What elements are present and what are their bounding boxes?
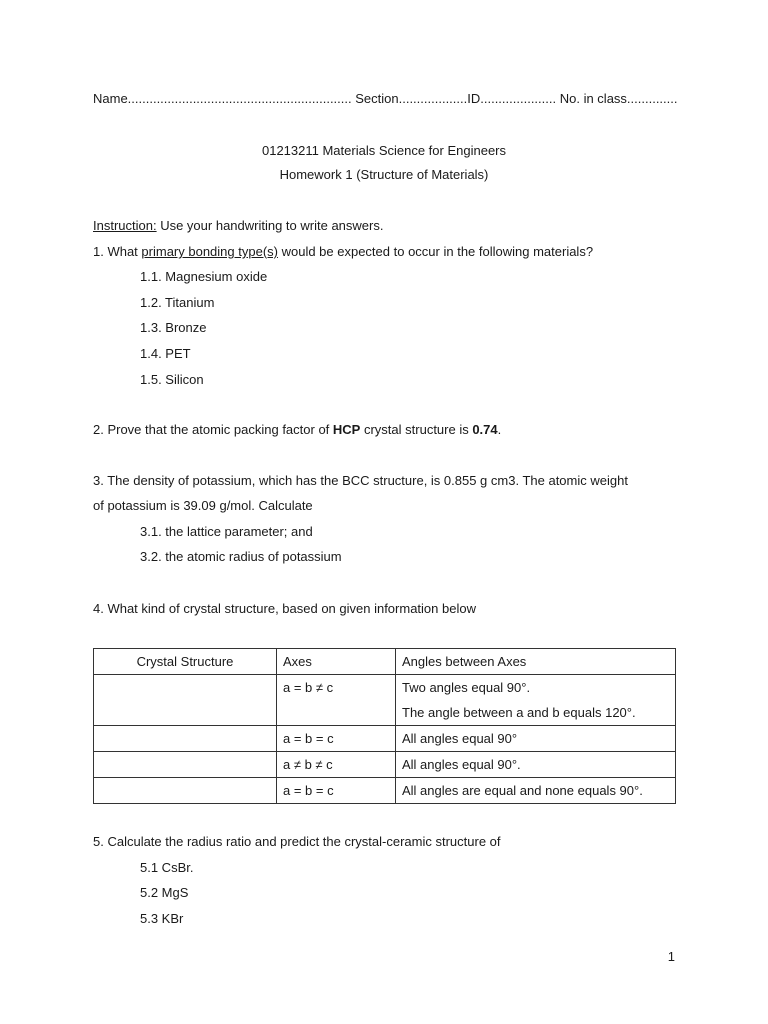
structure-cell — [94, 778, 277, 804]
table-row — [94, 675, 676, 726]
question-5: 5. Calculate the radius ratio and predict the crystal-ceramic structure of — [93, 834, 501, 849]
crystal-structure-table — [93, 648, 676, 804]
table-row — [94, 726, 676, 752]
question-3-line-2: of potassium is 39.09 g/mol. Calculate — [93, 498, 313, 513]
q2-value: 0.74 — [472, 422, 498, 437]
q5-item: 5.3 KBr — [140, 911, 184, 926]
table-header-cell: Axes — [277, 649, 396, 675]
structure-cell — [94, 752, 277, 778]
question-2 — [93, 422, 501, 437]
question-4: 4. What kind of crystal structure, based on given information below — [93, 601, 476, 616]
q2-text-mid: crystal structure is — [360, 422, 473, 437]
q3-item: 3.2. the atomic radius of potassium — [140, 549, 342, 564]
axes-cell: a = b = c — [277, 726, 396, 752]
section-field-label: Section................... — [355, 91, 468, 106]
no-in-class-field-label: No. in class.............. — [559, 91, 678, 106]
student-info-line — [93, 91, 678, 106]
angles-line: The angle between a and b equals 120°. — [402, 705, 636, 720]
q3-item: 3.1. the lattice parameter; and — [140, 524, 313, 539]
q1-text-pre: 1. What — [93, 244, 142, 259]
id-field-label: ID..................... — [467, 91, 557, 106]
axes-cell: a = b = c — [277, 778, 396, 804]
instruction-line — [93, 218, 383, 233]
q1-emphasis: primary bonding type(s) — [141, 244, 278, 259]
course-title: 01213211 Materials Science for Engineers — [261, 143, 507, 158]
axes-cell: a ≠ b ≠ c — [277, 752, 396, 778]
q1-item: 1.2. Titanium — [140, 295, 215, 310]
page-number: 1 — [667, 949, 675, 964]
question-1 — [93, 244, 593, 259]
q1-item: 1.1. Magnesium oxide — [140, 269, 268, 284]
q1-text-post: would be expected to occur in the following materials? — [277, 244, 594, 259]
q1-item: 1.3. Bronze — [140, 320, 207, 335]
structure-cell — [94, 726, 277, 752]
angles-cell: All angles equal 90° — [396, 726, 676, 752]
axes-cell: a = b ≠ c — [277, 675, 396, 726]
q5-item: 5.2 MgS — [140, 885, 189, 900]
name-field-label: Name.............................................................. — [93, 91, 352, 106]
structure-cell — [94, 675, 277, 726]
q2-text-pre: 2. Prove that the atomic packing factor of — [93, 422, 333, 437]
angles-cell: All angles equal 90°. — [396, 752, 676, 778]
q2-hcp: HCP — [332, 422, 361, 437]
angles-line: Two angles equal 90°. — [402, 680, 531, 695]
q5-item: 5.1 CsBr. — [140, 860, 194, 875]
question-3-line-1: 3. The density of potassium, which has the BCC structure, is 0.855 g cm3. The atomic weight — [93, 473, 628, 488]
table-header-row — [94, 649, 676, 675]
instruction-text: Use your handwriting to write answers. — [156, 218, 384, 233]
table-header-cell: Crystal Structure — [94, 649, 277, 675]
angles-cell: All angles are equal and none equals 90°. — [396, 778, 676, 804]
q1-item: 1.4. PET — [140, 346, 191, 361]
angles-cell — [396, 675, 676, 726]
q2-text-post: . — [497, 422, 502, 437]
q1-item: 1.5. Silicon — [140, 372, 204, 387]
table-row — [94, 752, 676, 778]
table-row — [94, 778, 676, 804]
table-header-cell: Angles between Axes — [396, 649, 676, 675]
homework-title: Homework 1 (Structure of Materials) — [279, 167, 489, 182]
instruction-label: Instruction: — [93, 218, 157, 233]
